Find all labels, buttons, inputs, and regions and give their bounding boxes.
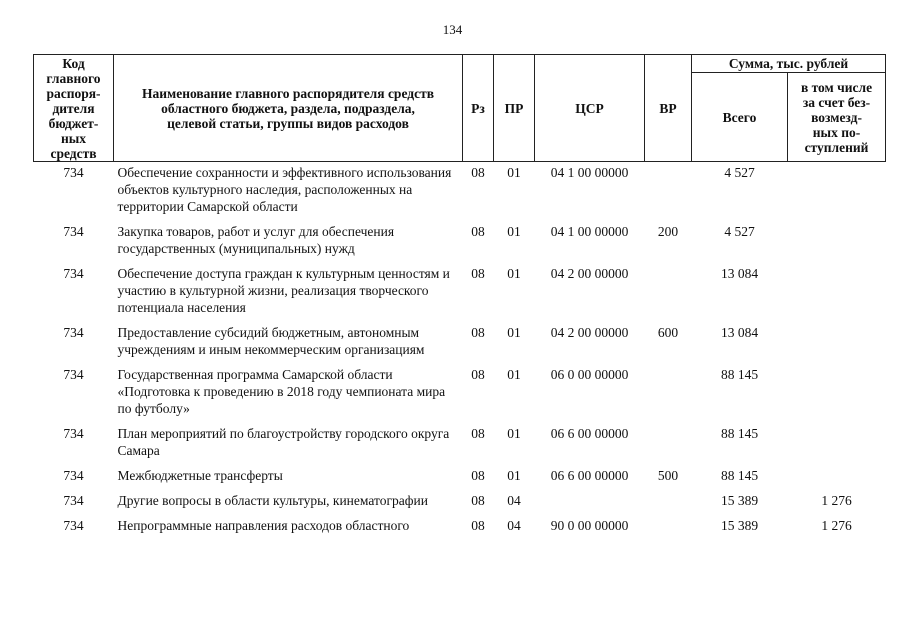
cell-vr: 500	[657, 468, 679, 483]
cell-code: 734	[63, 367, 84, 382]
cell-rz: 08	[471, 367, 485, 382]
cell-csr: 06 6 00 00000	[550, 468, 629, 483]
cell-total: 4 527	[724, 165, 755, 180]
cell-name: Обеспечение сохранности и эффективного использования объектов культурного наследия, расположенных на территории Самарской области	[117, 165, 452, 214]
cell-rz: 08	[471, 165, 485, 180]
cell-pr: 01	[507, 426, 521, 441]
cell-code: 734	[63, 518, 84, 533]
cell-total: 15 389	[720, 518, 759, 533]
table-row	[34, 221, 886, 263]
table-row	[34, 162, 886, 222]
cell-rz: 08	[471, 224, 485, 239]
cell-name: Межбюджетные трансферты	[117, 468, 283, 483]
cell-name: Предоставление субсидий бюджетным, автономным учреждениям и иным некоммерческим организациям	[117, 325, 425, 357]
cell-name: План мероприятий по благоустройству городского округа Самара	[117, 426, 450, 458]
cell-csr: 06 0 00 00000	[550, 367, 629, 382]
header-sum: Сумма, тыс. рублей	[692, 55, 886, 73]
cell-gratuitous	[788, 364, 886, 423]
cell-pr: 01	[507, 224, 521, 239]
cell-rz: 08	[471, 325, 485, 340]
cell-csr: 04 1 00 00000	[550, 224, 629, 239]
header-vr: ВР	[645, 55, 692, 162]
table-row	[34, 515, 886, 534]
cell-csr: 04 2 00 00000	[550, 325, 629, 340]
cell-vr	[645, 263, 692, 322]
cell-rz: 08	[471, 266, 485, 281]
cell-gratuitous	[788, 423, 886, 465]
cell-csr: 06 6 00 00000	[550, 426, 629, 441]
header-code: Код главного распоря- дителя бюджет- ных средств	[34, 55, 114, 162]
header-csr: ЦСР	[535, 55, 645, 162]
cell-gratuitous: 1 276	[821, 518, 852, 533]
cell-name: Непрограммные направления расходов областного	[117, 518, 410, 533]
cell-pr: 04	[507, 518, 521, 533]
cell-vr: 200	[657, 224, 679, 239]
cell-rz: 08	[471, 426, 485, 441]
cell-name: Государственная программа Самарской области «Подготовка к проведению в 2018 году чемпионата мира по футболу»	[117, 367, 446, 416]
cell-gratuitous: 1 276	[821, 493, 852, 508]
cell-gratuitous	[788, 465, 886, 490]
cell-gratuitous	[788, 263, 886, 322]
cell-rz: 08	[471, 493, 485, 508]
cell-total: 13 084	[720, 266, 759, 281]
table-row	[34, 263, 886, 322]
cell-total: 88 145	[720, 426, 759, 441]
cell-total: 13 084	[720, 325, 759, 340]
cell-gratuitous	[788, 162, 886, 222]
header-name: Наименование главного распорядителя средств областного бюджета, раздела, подраздела, целевой статьи, группы видов расходов	[114, 55, 463, 162]
cell-csr: 04 1 00 00000	[550, 165, 629, 180]
cell-gratuitous	[788, 221, 886, 263]
cell-pr: 01	[507, 165, 521, 180]
cell-vr: 600	[657, 325, 679, 340]
cell-vr	[645, 515, 692, 534]
cell-csr: 04 2 00 00000	[550, 266, 629, 281]
cell-name: Другие вопросы в области культуры, кинематографии	[117, 493, 428, 508]
table-row	[34, 322, 886, 364]
table-row	[34, 364, 886, 423]
cell-csr: 90 0 00 00000	[550, 518, 629, 533]
cell-name: Обеспечение доступа граждан к культурным ценностям и участию в культурной жизни, реализация творческого потенциала населения	[117, 266, 450, 315]
cell-code: 734	[63, 224, 84, 239]
cell-total: 88 145	[720, 468, 759, 483]
table-row	[34, 465, 886, 490]
cell-code: 734	[63, 165, 84, 180]
cell-code: 734	[63, 468, 84, 483]
table-header	[34, 55, 886, 162]
cell-pr: 01	[507, 367, 521, 382]
cell-pr: 01	[507, 325, 521, 340]
cell-total: 15 389	[720, 493, 759, 508]
cell-rz: 08	[471, 518, 485, 533]
header-total: Всего	[692, 73, 788, 162]
cell-vr	[645, 423, 692, 465]
cell-code: 734	[63, 266, 84, 281]
header-pr: ПР	[494, 55, 535, 162]
header-gratuitous: в том числе за счет без- возмезд- ных по- ступлений	[788, 73, 886, 162]
cell-pr: 01	[507, 266, 521, 281]
cell-rz: 08	[471, 468, 485, 483]
cell-vr	[645, 162, 692, 222]
table-body	[34, 162, 886, 535]
header-rz: Рз	[463, 55, 494, 162]
table-row	[34, 423, 886, 465]
cell-pr: 04	[507, 493, 521, 508]
cell-total: 4 527	[724, 224, 755, 239]
cell-name: Закупка товаров, работ и услуг для обеспечения государственных (муниципальных) нужд	[117, 224, 395, 256]
cell-gratuitous	[788, 322, 886, 364]
table-row	[34, 490, 886, 515]
cell-csr	[535, 490, 645, 515]
budget-table	[33, 54, 886, 534]
page-number: 134	[442, 22, 463, 37]
cell-code: 734	[63, 493, 84, 508]
cell-vr	[645, 364, 692, 423]
cell-pr: 01	[507, 468, 521, 483]
cell-code: 734	[63, 325, 84, 340]
cell-total: 88 145	[720, 367, 759, 382]
cell-vr	[645, 490, 692, 515]
cell-code: 734	[63, 426, 84, 441]
